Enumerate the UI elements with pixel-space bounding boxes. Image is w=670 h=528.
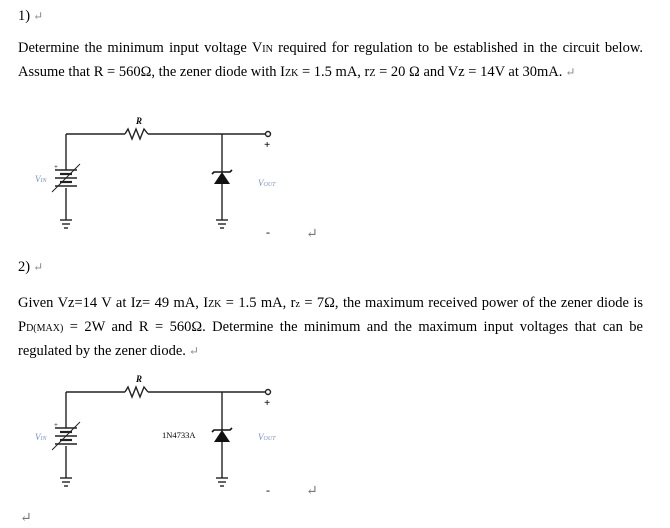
q1-text: Determine the minimum input voltage VIN required for regulation to be established in the circuit below. Assume that R = 560Ω, the zener diode with IZK = 1.5 mA, rZ = 20 Ω and Vz = 14V at 30mA. ↵ (18, 40, 643, 80)
minus-label: - (266, 483, 270, 497)
q1-number: 1) ↵ (18, 8, 44, 24)
return-mark: ↵ (33, 9, 44, 23)
return-mark: ↵ (306, 227, 318, 242)
return-mark: ↵ (306, 484, 318, 499)
return-mark: ↵ (33, 260, 44, 274)
q2-text: Given Vz=14 V at Iz= 49 mA, IZK = 1.5 mA, rz = 7Ω, the maximum received power of the zener diode is PD(MAX) = 2W and R = 560Ω. Determine the minimum and the maximum input voltages that can be regulated by the zener diode. ↵ (18, 295, 643, 359)
zener-diode-symbol (212, 428, 232, 442)
return-mark: ↵ (565, 65, 576, 79)
minus-label: - (266, 225, 270, 239)
ground-symbol (60, 220, 228, 228)
ground-symbol (60, 478, 228, 486)
vout-label: VOUT (258, 432, 276, 442)
vin-label: VIN (35, 432, 47, 442)
vout-label: VOUT (258, 178, 276, 188)
r-label: R (136, 116, 143, 126)
return-mark: ↵ (20, 511, 32, 526)
diode-part-label: 1N4733A (162, 430, 196, 440)
battery-plus-label: + (54, 163, 58, 171)
resistor-symbol (125, 129, 148, 139)
zener-diode-symbol (212, 170, 232, 184)
vin-label: VIN (35, 174, 47, 184)
q2-number: 2) ↵ (18, 259, 44, 275)
resistor-symbol (125, 387, 148, 397)
r-label: R (136, 374, 143, 384)
circuit-diagram-2 (0, 370, 670, 502)
battery-plus-label: + (54, 421, 58, 429)
plus-label: + (264, 397, 271, 409)
plus-label: + (264, 139, 271, 151)
return-mark: ↵ (188, 344, 199, 358)
circuit-diagram-1 (0, 112, 670, 244)
